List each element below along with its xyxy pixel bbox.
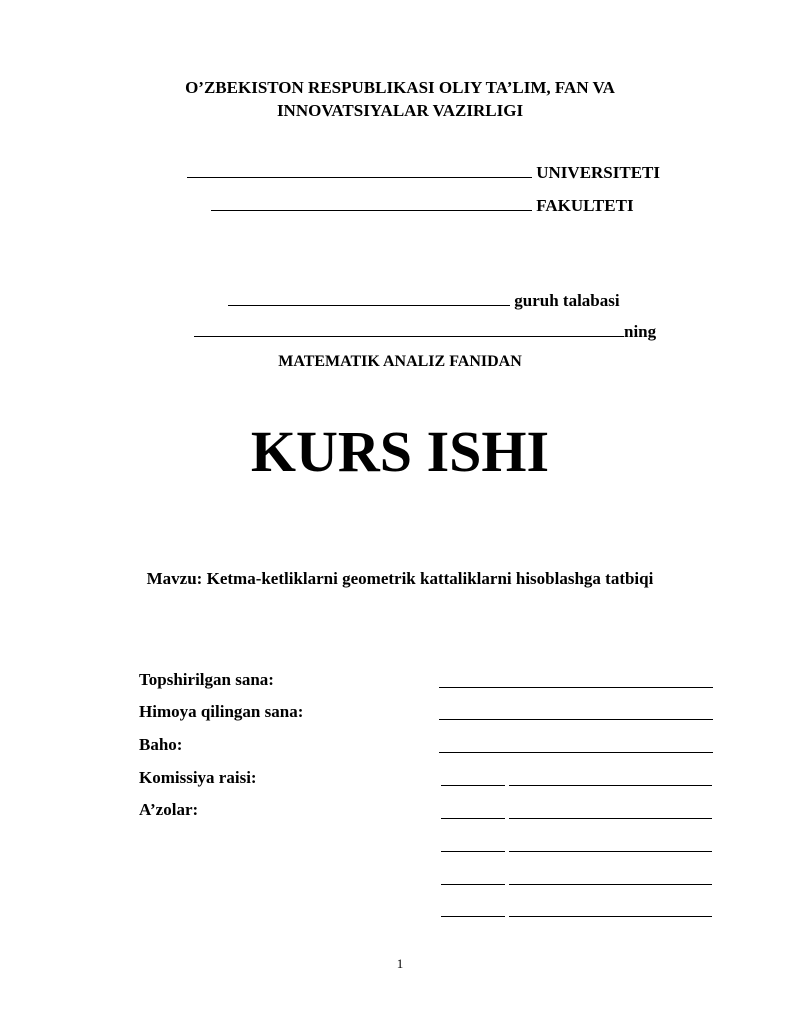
ministry-header [0, 76, 800, 122]
defense-date-label: Himoya qilingan sana: [139, 702, 304, 721]
group-row [228, 289, 620, 311]
topic-line: Mavzu: Ketma-ketliklarni geometrik kattaliklarni hisoblashga tatbiqi [146, 569, 654, 588]
member-1-signature-line [441, 818, 505, 819]
subject-line: MATEMATIK ANALIZ FANIDAN [278, 353, 522, 370]
university-blank [187, 161, 532, 178]
member-2-signature-line [441, 851, 505, 852]
members-label: A’zolar: [139, 800, 199, 819]
submitted-date-line [439, 687, 713, 688]
university-row [187, 161, 660, 183]
ministry-line-2: INNOVATSIYALAR VAZIRLIGI [276, 101, 524, 120]
member-3-name-line [509, 884, 712, 885]
page-number: 1 [396, 956, 404, 971]
student-name-blank [194, 320, 624, 337]
faculty-blank [211, 194, 532, 211]
group-blank [228, 289, 510, 306]
submitted-date-label: Topshirilgan sana: [139, 670, 274, 689]
group-label: guruh talabasi [514, 291, 620, 310]
grade-label: Baho: [139, 735, 183, 754]
member-1-name-line [509, 818, 712, 819]
grade-line [439, 752, 713, 753]
student-name-row [194, 320, 656, 342]
document-title: KURS ISHI [250, 419, 550, 484]
chair-name-line [509, 785, 712, 786]
ministry-line-1: O’ZBEKISTON RESPUBLIKASI OLIY TA’LIM, FAN VA [185, 78, 615, 97]
member-3-signature-line [441, 884, 505, 885]
chair-signature-line [441, 785, 505, 786]
member-4-signature-line [441, 916, 505, 917]
defense-date-line [439, 719, 713, 720]
university-label: UNIVERSITETI [536, 163, 661, 182]
faculty-row [211, 194, 634, 216]
commission-chair-label: Komissiya raisi: [139, 768, 257, 787]
student-name-suffix: ning [624, 322, 657, 341]
member-2-name-line [509, 851, 712, 852]
faculty-label: FAKULTETI [536, 196, 634, 215]
member-4-name-line [509, 916, 712, 917]
